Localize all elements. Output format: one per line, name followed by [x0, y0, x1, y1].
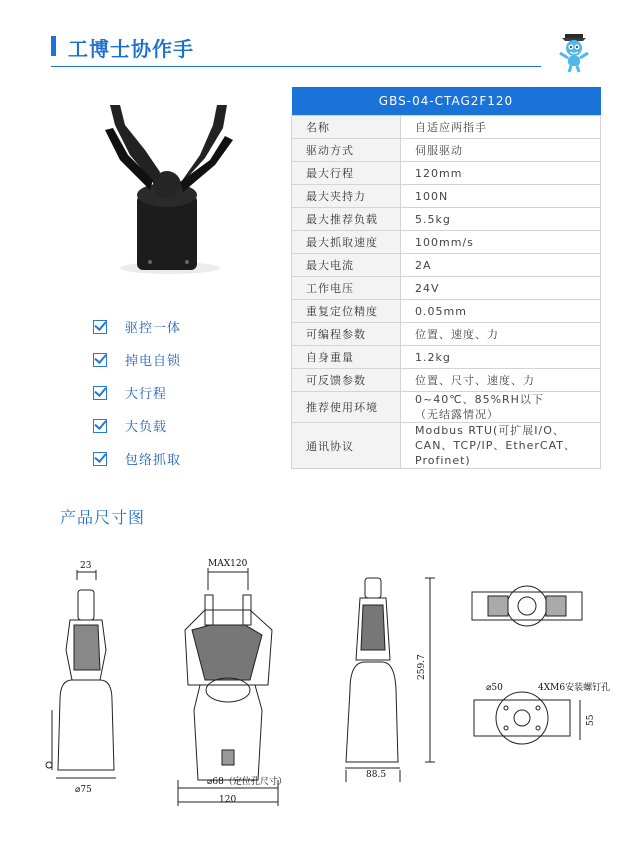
- spec-value: 120mm: [401, 162, 601, 185]
- spec-key: 最大行程: [292, 162, 401, 185]
- spec-key: 驱动方式: [292, 139, 401, 162]
- dim-d4-diameter: ⌀50: [486, 683, 503, 693]
- spec-row: [292, 208, 601, 231]
- feature-item: 驱控一体: [93, 310, 181, 343]
- spec-table: [291, 87, 601, 469]
- spec-key: 通讯协议: [292, 423, 401, 469]
- dim-d3-width: 88.5: [366, 770, 387, 780]
- spec-value: 伺服驱动: [401, 139, 601, 162]
- spec-row: [292, 277, 601, 300]
- spec-value: 0.05mm: [401, 300, 601, 323]
- spec-row: [292, 185, 601, 208]
- feature-item: 掉电自锁: [93, 343, 181, 376]
- spec-value: Modbus RTU(可扩展I/O、 CAN、TCP/IP、EtherCAT、 Profinet): [401, 423, 601, 469]
- spec-key: 推荐使用环境: [292, 392, 401, 423]
- spec-row: [292, 323, 601, 346]
- dim-d2-width: 120: [219, 795, 237, 805]
- checkbox-icon: [93, 419, 107, 433]
- spec-row: [292, 116, 601, 139]
- checkbox-icon: [93, 353, 107, 367]
- spec-key: 最大电流: [292, 254, 401, 277]
- checkbox-icon: [93, 386, 107, 400]
- feature-item: 大行程: [93, 376, 181, 409]
- spec-key: 名称: [292, 116, 401, 139]
- gripper-product-image: [95, 100, 245, 280]
- dim-d4-note: 4XM6安装螺钉孔: [538, 683, 611, 693]
- feature-item: 大负载: [93, 409, 181, 442]
- spec-model-header: GBS-04-CTAG2F120: [292, 87, 601, 116]
- spec-value: 位置、尺寸、速度、力: [401, 369, 601, 392]
- spec-value: 100mm/s: [401, 231, 601, 254]
- dim-d1-width: 23: [80, 561, 92, 571]
- mascot-logo-icon: [556, 33, 592, 73]
- title-divider: [51, 66, 541, 67]
- spec-key: 可反馈参数: [292, 369, 401, 392]
- feature-list: [93, 310, 181, 475]
- spec-value: 1.2kg: [401, 346, 601, 369]
- dim-d1-diameter: ⌀75: [75, 785, 92, 795]
- bottom-view-drawing: [474, 692, 580, 744]
- spec-value: 2A: [401, 254, 601, 277]
- title-accent-bar: [51, 36, 56, 56]
- spec-row: [292, 300, 601, 323]
- spec-row: [292, 162, 601, 185]
- spec-key: 最大抓取速度: [292, 231, 401, 254]
- spec-row: [292, 423, 601, 469]
- spec-value: 0~40℃、85%RH以下 （无结露情况）: [401, 392, 601, 423]
- dim-d3-height: 259.7: [417, 654, 427, 680]
- spec-key: 最大夹持力: [292, 185, 401, 208]
- side-view-drawing: [46, 570, 116, 778]
- spec-value: 5.5kg: [401, 208, 601, 231]
- spec-value: 100N: [401, 185, 601, 208]
- dimension-drawings: [0, 550, 637, 850]
- dim-d2-hole: ⌀68（定位孔尺寸）: [207, 777, 287, 787]
- spec-value: 位置、速度、力: [401, 323, 601, 346]
- dim-d4-height: 55: [586, 714, 596, 726]
- checkbox-icon: [93, 452, 107, 466]
- spec-row: [292, 231, 601, 254]
- front-view-drawing: [178, 568, 278, 806]
- spec-row: [292, 254, 601, 277]
- spec-key: 重复定位精度: [292, 300, 401, 323]
- spec-value: 自适应两指手: [401, 116, 601, 139]
- spec-value: 24V: [401, 277, 601, 300]
- page-title: 工博士协作手: [68, 37, 194, 61]
- spec-key: 最大推荐负载: [292, 208, 401, 231]
- top-view-drawing: [472, 586, 582, 626]
- spec-row: [292, 346, 601, 369]
- spec-key: 自身重量: [292, 346, 401, 369]
- checkbox-icon: [93, 320, 107, 334]
- spec-row: [292, 369, 601, 392]
- section-title: 产品尺寸图: [60, 508, 146, 527]
- spec-row: [292, 139, 601, 162]
- feature-item: 包络抓取: [93, 442, 181, 475]
- spec-key: 工作电压: [292, 277, 401, 300]
- dim-d2-max: MAX120: [208, 559, 248, 569]
- spec-row: [292, 392, 601, 423]
- spec-key: 可编程参数: [292, 323, 401, 346]
